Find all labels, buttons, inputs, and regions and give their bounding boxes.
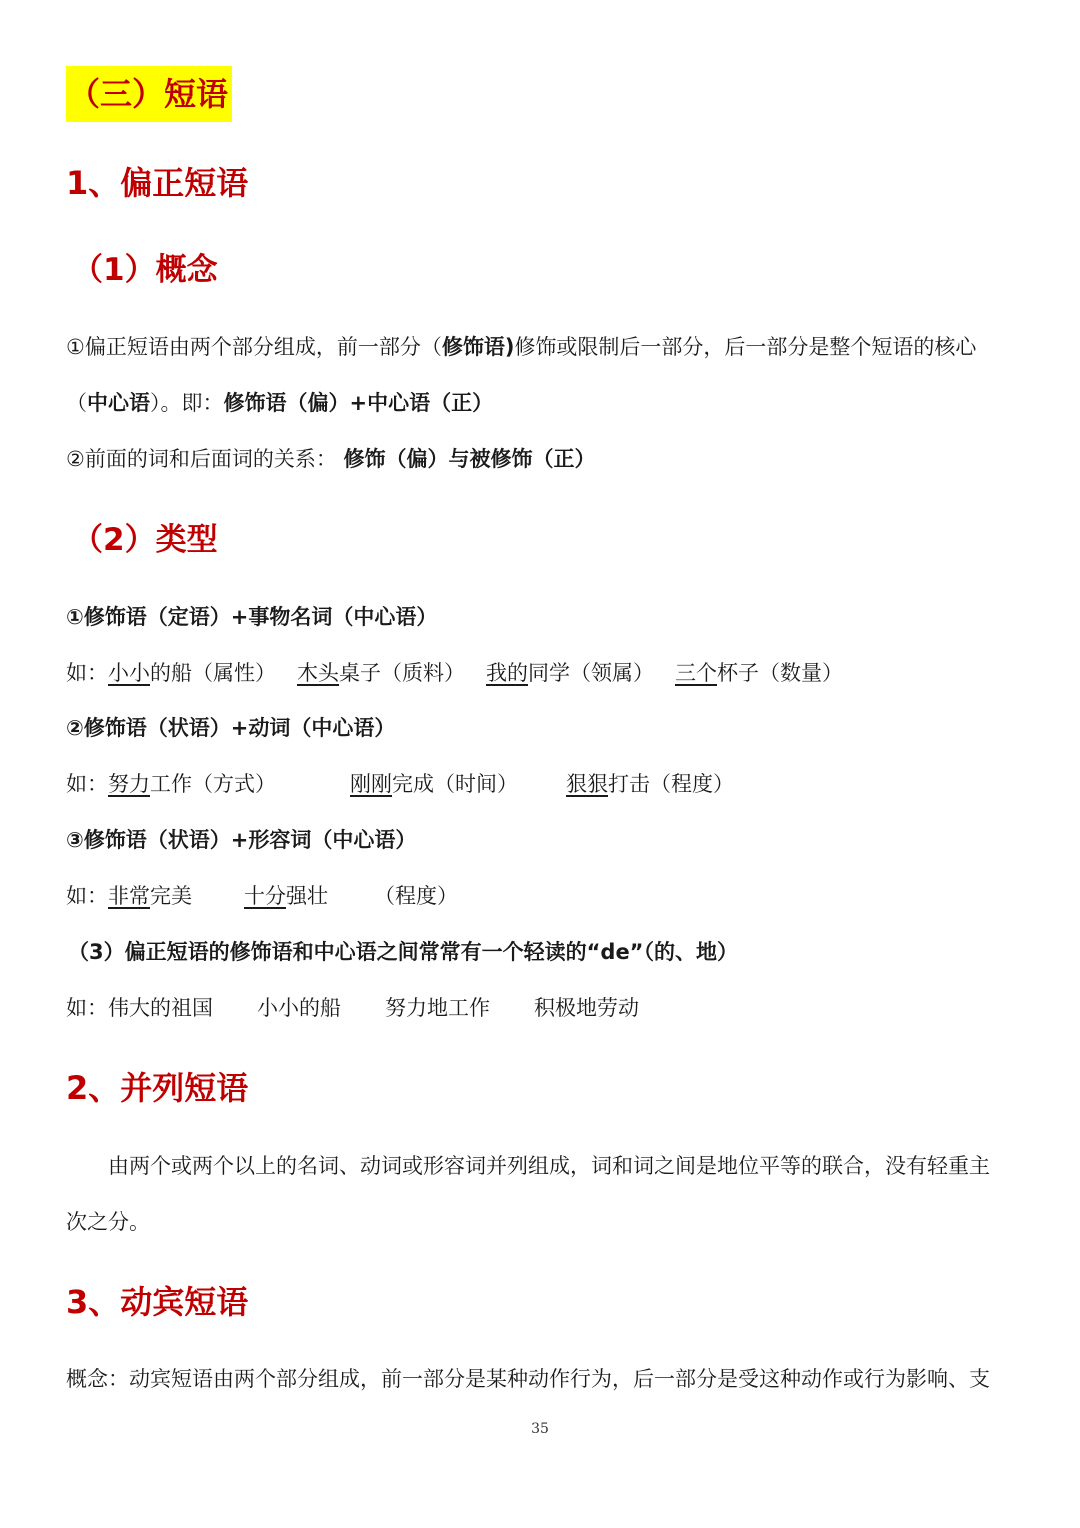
example-prefix: 如： bbox=[66, 772, 108, 796]
example: 小小的船 bbox=[257, 996, 341, 1020]
text: ②前面的词和后面词的关系： bbox=[66, 447, 344, 471]
text: （ bbox=[66, 391, 87, 415]
bold-relation: 修饰（偏）与被修饰（正） bbox=[343, 447, 596, 471]
example-rest: 同学（领属） bbox=[528, 661, 654, 685]
example bbox=[675, 661, 843, 685]
underlined-modifier: 十分 bbox=[244, 884, 286, 908]
verb-object-line-1: 概念：动宾短语由两个部分组成，前一部分是某种动作行为，后一部分是受这种动作或行为影响、支 bbox=[66, 1367, 990, 1391]
example bbox=[108, 884, 192, 908]
underlined-modifier: 刚刚 bbox=[350, 772, 392, 796]
type-3: ③修饰语（状语）+形容词（中心语） bbox=[66, 828, 417, 852]
subheading-de-particle: （3）偏正短语的修饰语和中心语之间常常有一个轻读的“de”（的、地） bbox=[68, 940, 738, 964]
example bbox=[108, 772, 276, 796]
underlined-modifier: 木头 bbox=[297, 661, 339, 685]
example: 伟大的祖国 bbox=[108, 996, 213, 1020]
example: 努力地工作 bbox=[385, 996, 490, 1020]
bold-term: 修饰语) bbox=[441, 335, 515, 359]
example-rest: 的船（属性） bbox=[150, 661, 276, 685]
examples-type-1 bbox=[66, 658, 843, 688]
heading-modifier-phrase: 1、偏正短语 bbox=[66, 164, 249, 202]
underlined-modifier: 三个 bbox=[675, 661, 717, 685]
example bbox=[297, 661, 465, 685]
example-rest: 完美 bbox=[150, 884, 192, 908]
underlined-modifier: 我的 bbox=[486, 661, 528, 685]
underlined-modifier: 狠狠 bbox=[566, 772, 608, 796]
type-2: ②修饰语（状语）+动词（中心语） bbox=[66, 716, 396, 740]
bold-term: 中心语 bbox=[87, 391, 150, 415]
example-rest: 强壮 bbox=[286, 884, 328, 908]
example-rest: 完成（时间） bbox=[392, 772, 518, 796]
example bbox=[108, 661, 276, 685]
underlined-modifier: 非常 bbox=[108, 884, 150, 908]
bold-formula: 修饰语（偏）+中心语（正） bbox=[223, 391, 494, 415]
example: 积极地劳动 bbox=[534, 996, 639, 1020]
heading-verb-object-phrase: 3、动宾短语 bbox=[66, 1283, 249, 1321]
coordinate-line-2: 次之分。 bbox=[66, 1210, 150, 1234]
example bbox=[244, 884, 328, 908]
concept-line-2 bbox=[66, 388, 493, 418]
section-title: （三）短语 bbox=[66, 66, 232, 122]
heading-coordinate-phrase: 2、并列短语 bbox=[66, 1069, 249, 1107]
coordinate-line-1: 由两个或两个以上的名词、动词或形容词并列组成，词和词之间是地位平等的联合，没有轻重主 bbox=[108, 1154, 990, 1178]
example bbox=[566, 772, 734, 796]
example-prefix: 如： bbox=[66, 661, 108, 685]
example bbox=[350, 772, 518, 796]
text: 修饰或限制后一部分，后一部分是整个短语的核心 bbox=[514, 335, 977, 359]
example-rest: 杯子（数量） bbox=[717, 661, 843, 685]
text: ①偏正短语由两个部分组成，前一部分（ bbox=[66, 335, 442, 359]
examples-type-3 bbox=[66, 881, 458, 911]
concept-line-1 bbox=[66, 332, 976, 362]
subheading-types: （2）类型 bbox=[72, 522, 218, 558]
text: ）。即： bbox=[150, 391, 224, 415]
example-rest: 工作（方式） bbox=[150, 772, 276, 796]
example-prefix: 如： bbox=[66, 884, 108, 908]
underlined-modifier: 小小 bbox=[108, 661, 150, 685]
concept-line-3 bbox=[66, 444, 596, 474]
example-note: （程度） bbox=[374, 884, 458, 908]
example-prefix: 如： bbox=[66, 996, 108, 1020]
examples-de-particle bbox=[66, 993, 639, 1023]
example-rest: 打击（程度） bbox=[608, 772, 734, 796]
page-number: 35 bbox=[531, 1421, 549, 1437]
underlined-modifier: 努力 bbox=[108, 772, 150, 796]
example-rest: 桌子（质料） bbox=[339, 661, 465, 685]
example bbox=[486, 661, 654, 685]
subheading-concept: （1）概念 bbox=[72, 252, 218, 288]
type-1: ①修饰语（定语）+事物名词（中心语） bbox=[66, 605, 438, 629]
examples-type-2 bbox=[66, 769, 734, 799]
